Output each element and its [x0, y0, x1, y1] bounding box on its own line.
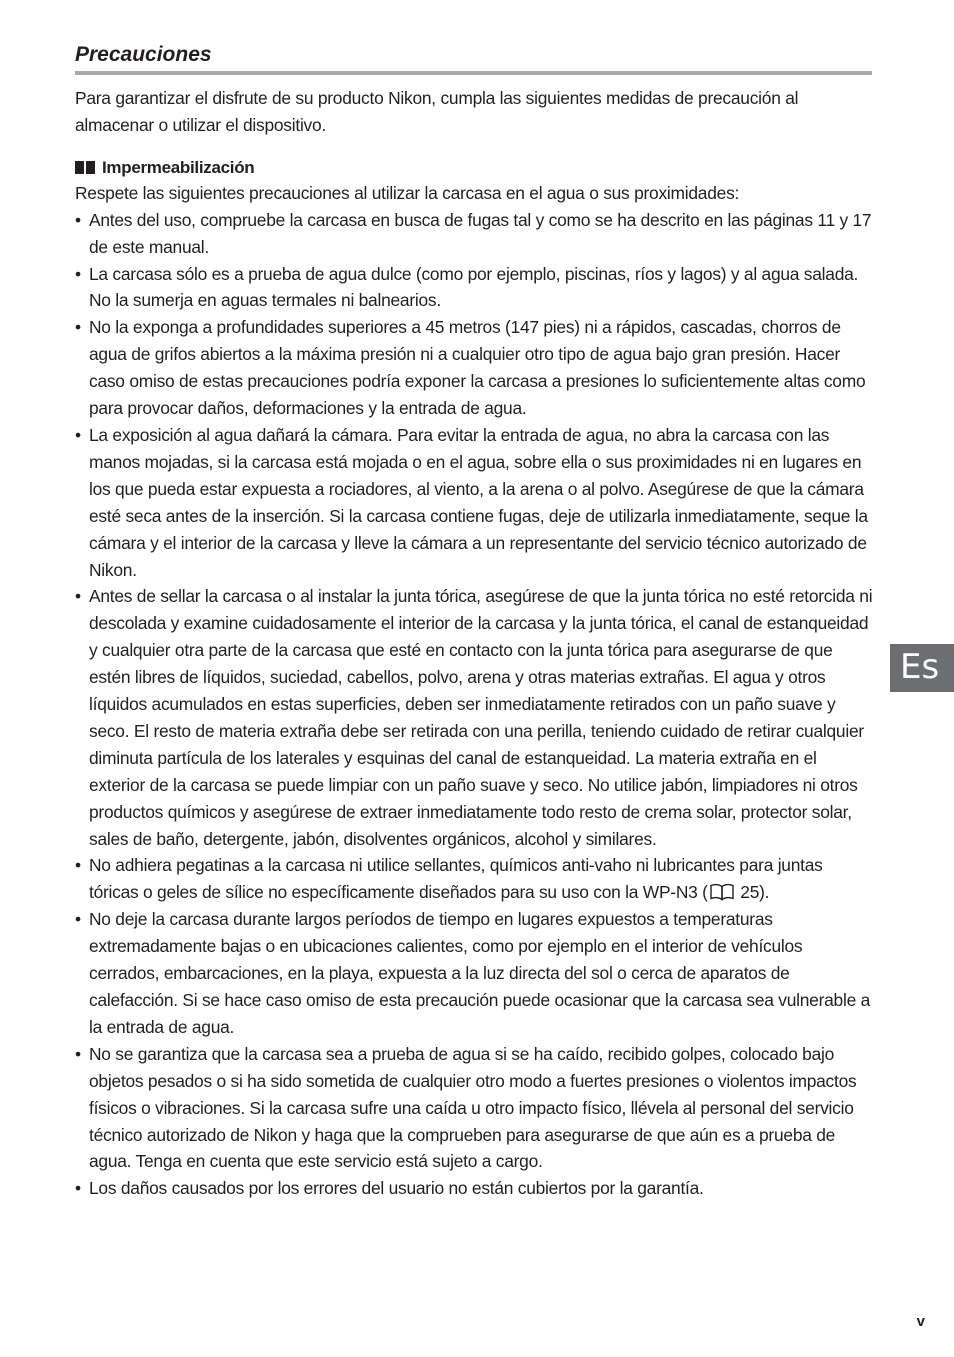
list-item	[75, 583, 875, 852]
bullet-icon: •	[75, 424, 81, 445]
section-marker-icon	[75, 161, 95, 174]
list-item-text: Antes del uso, compruebe la carcasa en busca de fugas tal y como se ha descrito en las páginas 11 y 17 de este manual.	[89, 209, 872, 257]
bullet-icon: •	[75, 209, 81, 230]
list-item	[75, 314, 875, 422]
list-item-text: La carcasa sólo es a prueba de agua dulce (como por ejemplo, piscinas, ríos y lagos) y al agua salada. No la sumerja en aguas termales ni balnearios.	[89, 263, 859, 311]
bullet-icon: •	[75, 909, 81, 930]
title-rule	[75, 71, 872, 75]
list-item-text: No la exponga a profundidades superiores a 45 metros (147 pies) ni a rápidos, cascadas, chorros de agua de grifos abiertos a la máxima presión ni a cualquier otro tipo de agua bajo gran presión. Hacer caso omiso de estas precauciones podría exponer la carcasa a presiones lo suficientemente altas como para provocar daños, deformaciones y la entrada de agua.	[89, 317, 866, 419]
section-heading-label: Impermeabilización	[102, 157, 255, 177]
list-item	[75, 422, 875, 583]
list-item-text: No deje la carcasa durante largos períodos de tiempo en lugares expuestos a temperaturas extremadamente bajas o en ubicaciones calientes, como por ejemplo en el interior de vehículos cerrados, embarcaciones, en la playa, expuesta a la luz directa del sol o cerca de aparatos de calefacción. Si se hace caso omiso de esta precaución puede ocasionar que la carcasa sea vulnerable a la entrada de agua.	[89, 909, 871, 1037]
page-title: Precauciones	[75, 43, 212, 66]
list-item	[75, 1041, 875, 1176]
bullet-icon: •	[75, 1178, 81, 1199]
list-item	[75, 1175, 875, 1202]
section-heading	[75, 156, 875, 180]
list-item	[75, 906, 875, 1041]
bullet-icon: •	[75, 263, 81, 284]
list-item-text: La exposición al agua dañará la cámara. Para evitar la entrada de agua, no abra la carcasa con las manos mojadas, si la carcasa está mojada o en el agua, sobre ella o sus proximidades ni en lugares en los que pueda estar expuesta a rociadores, al viento, a la arena o al polvo. Asegúrese de que la cámara esté seca antes de la inserción. Si la carcasa contiene fugas, deje de utilizarla inmediatamente, seque la cámara y el interior de la carcasa y lleve la cámara a un representante del servicio técnico autorizado de Nikon.	[89, 424, 868, 580]
intro-paragraph: Para garantizar el disfrute de su producto Nikon, cumpla las siguientes medidas de precaución al almacenar o utilizar el dispositivo.	[75, 88, 799, 135]
bullet-icon: •	[75, 855, 81, 876]
list-item	[75, 261, 875, 315]
bullet-icon: •	[75, 317, 81, 338]
list-item-text: No se garantiza que la carcasa sea a prueba de agua si se ha caído, recibido golpes, colocado bajo objetos pesados o si ha sido sometida de cualquier otro modo a fuertes presiones o violentos impactos físicos o vibraciones. Si la carcasa sufre una caída u otro impacto físico, llévela al personal del servicio técnico autorizado de Nikon y haga que la comprueben para asegurarse de que aún es a prueba de agua. Tenga en cuenta que este servicio está sujeto a cargo.	[89, 1043, 857, 1172]
list-item	[75, 852, 875, 906]
list-item-text: No adhiera pegatinas a la carcasa ni utilice sellantes, químicos anti-vaho ni lubricantes para juntas tóricas o geles de sílice no específicamente diseñados para su uso con la WP-N3 (	[89, 855, 823, 903]
language-tab: Es	[890, 644, 954, 692]
page-content	[75, 40, 875, 1202]
page-number: v	[916, 1313, 925, 1330]
bullet-icon: •	[75, 586, 81, 607]
page-reference: 25).	[735, 882, 770, 903]
list-item-text: Los daños causados por los errores del usuario no están cubiertos por la garantía.	[89, 1178, 704, 1199]
book-icon	[709, 883, 735, 901]
list-item	[75, 207, 875, 261]
precaution-list	[75, 207, 875, 1203]
bullet-icon: •	[75, 1043, 81, 1064]
section-intro: Respete las siguientes precauciones al utilizar la carcasa en el agua o sus proximidades:	[75, 182, 740, 203]
list-item-text: Antes de sellar la carcasa o al instalar la junta tórica, asegúrese de que la junta tórica no esté retorcida ni descolada y examine cuidadosamente el interior de la carcasa y la junta tórica, el canal de estanqueidad y cualquier otra parte de la carcasa que esté en contacto con la junta tórica para asegurarse de que estén libres de líquidos, suciedad, cabellos, polvo, arena y otras materias extrañas. El agua y otros líquidos acumulados en estas superficies, deben ser inmediatamente retirados con un paño suave y seco. El resto de materia extraña debe ser retirada con una perilla, teniendo cuidado de retirar cualquier diminuta partícula de los laterales y esquinas del canal de estanqueidad. La materia extraña en el exterior de la carcasa se puede limpiar con un paño suave y seco. No utilice jabón, limpiadores ni otros productos químicos y asegúrese de extraer inmediatamente todo resto de crema solar, protector solar, sales de baño, detergente, jabón, disolventes orgánicos, alcohol y similares.	[89, 586, 873, 849]
